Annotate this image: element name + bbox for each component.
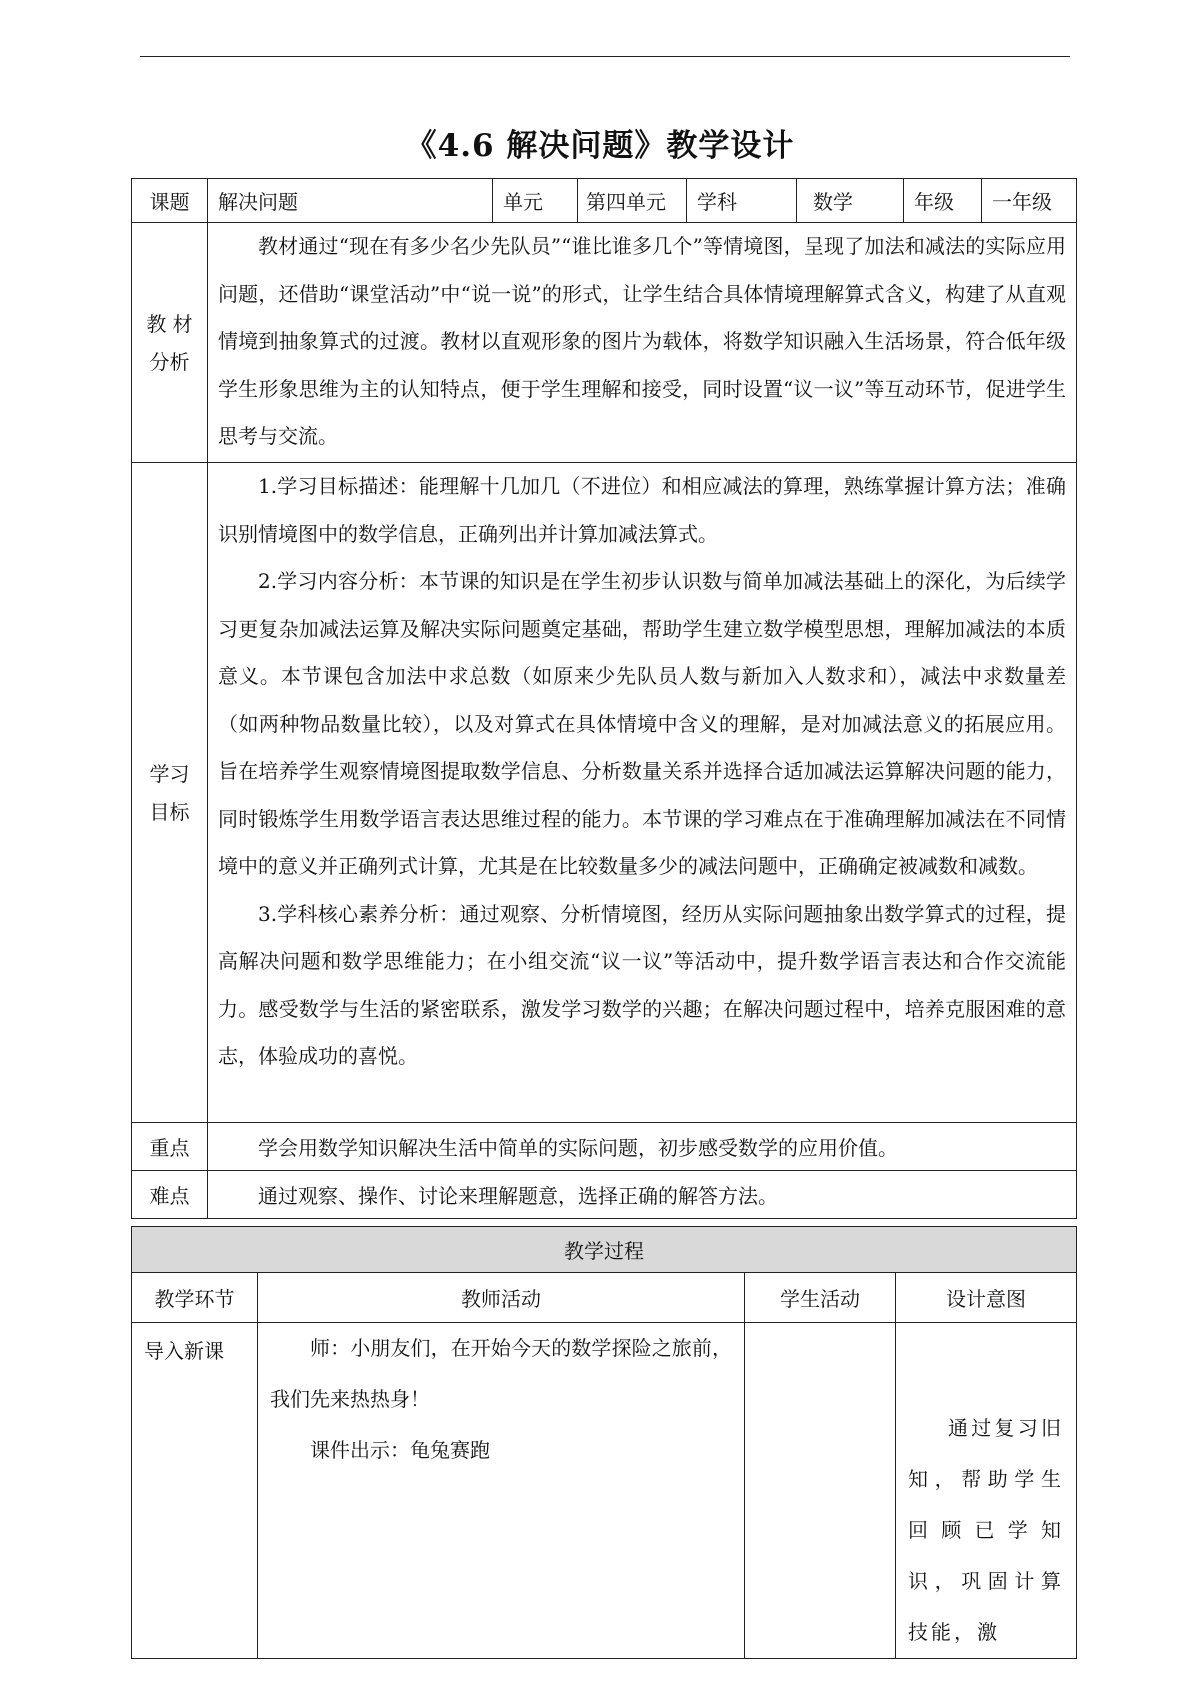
textbook-analysis-content [208,223,1077,463]
lesson-info-table [131,178,1077,1219]
objective-paragraph-2: 2.学习内容分析：本节课的知识是在学生初步认识数与简单加减法基础上的深化，为后续学习更复杂加减法运算及解决实际问题奠定基础，帮助学生建立数学模型思想，理解加减法的本质意义。本节课包含加法中求总数（如原来少先队员人数与新加入人数求和），减法中求数量差（如两种物品数量比较），以及对算式在具体情境中含义的理解，是对加减法意义的拓展应用。旨在培养学生观察情境图提取数学信息、分析数量关系并选择合适加减法运算解决问题的能力，同时锻炼学生用数学语言表达思维过程的能力。本节课的学习难点在于准确理解加减法在不同情境中的意义并正确列式计算，尤其是在比较数量多少的减法问题中，正确确定被减数和减数。 [218,569,1066,878]
difficulty-label: 难点 [132,1171,208,1219]
learning-objectives-content [208,463,1077,1123]
topic-label: 课题 [132,179,208,223]
teaching-process-table [131,1226,1077,1659]
difficulty-text: 通过观察、操作、讨论来理解题意，选择正确的解答方法。 [258,1184,778,1208]
unit-label: 单元 [493,179,578,223]
subject-label: 学科 [687,179,797,223]
stage-import: 导入新课 [132,1323,258,1659]
header-design-intent: 设计意图 [896,1273,1077,1323]
grade-label: 年级 [904,179,982,223]
objective-paragraph-1: 1.学习目标描述：能理解十几加几（不进位）和相应减法的算理，熟练掌握计算方法；准确识别情境图中的数学信息，正确列出并计算加减法算式。 [218,474,1066,546]
key-point-content [208,1123,1077,1171]
unit-value: 第四单元 [578,179,687,223]
header-student-activity: 学生活动 [745,1273,896,1323]
header-stage: 教学环节 [132,1273,258,1323]
subject-value: 数学 [797,179,904,223]
textbook-analysis-label [132,223,208,463]
teacher-activity-import [258,1323,745,1659]
teacher-paragraph-2: 课件出示：龟兔赛跑 [310,1438,490,1462]
document-title: 《4.6 解决问题》教学设计 [405,128,795,164]
objective-paragraph-3: 3.学科核心素养分析：通过观察、分析情境图，经历从实际问题抽象出数学算式的过程，提高解决问题和数学思维能力；在小组交流“议一议”等活动中，提升数学语言表达和合作交流能力。感受数学与生活的紧密联系，激发学习数学的兴趣；在解决问题过程中，培养克服困难的意志，体验成功的喜悦。 [218,901,1066,1068]
header-rule [140,56,1070,57]
header-teacher-activity: 教师活动 [258,1273,745,1323]
learning-objectives-label [132,463,208,1123]
objectives-label-line2: 目标 [149,799,190,824]
textbook-label-line1: 教 材 [146,311,193,336]
key-point-text: 学会用数学知识解决生活中简单的实际问题，初步感受数学的应用价值。 [258,1136,898,1160]
teacher-paragraph-1: 师：小朋友们，在开始今天的数学探险之旅前，我们先来热热身！ [270,1336,732,1411]
objectives-label-line1: 学习 [149,761,190,786]
key-point-label: 重点 [132,1123,208,1171]
topic-value: 解决问题 [208,179,493,223]
textbook-label-line2: 分析 [149,349,190,374]
grade-value: 一年级 [982,179,1077,223]
teaching-process-title: 教学过程 [132,1227,1077,1273]
intent-text: 通过复习旧知，帮助学生回顾已学知识，巩固计算技能，激 [908,1416,1064,1644]
difficulty-content [208,1171,1077,1219]
student-activity-import [745,1323,896,1659]
design-intent-import [896,1323,1077,1659]
textbook-analysis-text: 教材通过“现在有多少名少先队员”“谁比谁多几个”等情境图，呈现了加法和减法的实际应用问题，还借助“课堂活动”中“说一说”的形式，让学生结合具体情境理解算式含义，构建了从直观情境到抽象算式的过渡。教材以直观形象的图片为载体，将数学知识融入生活场景，符合低年级学生形象思维为主的认知特点，便于学生理解和接受，同时设置“议一议”等互动环节，促进学生思考与交流。 [218,234,1066,448]
